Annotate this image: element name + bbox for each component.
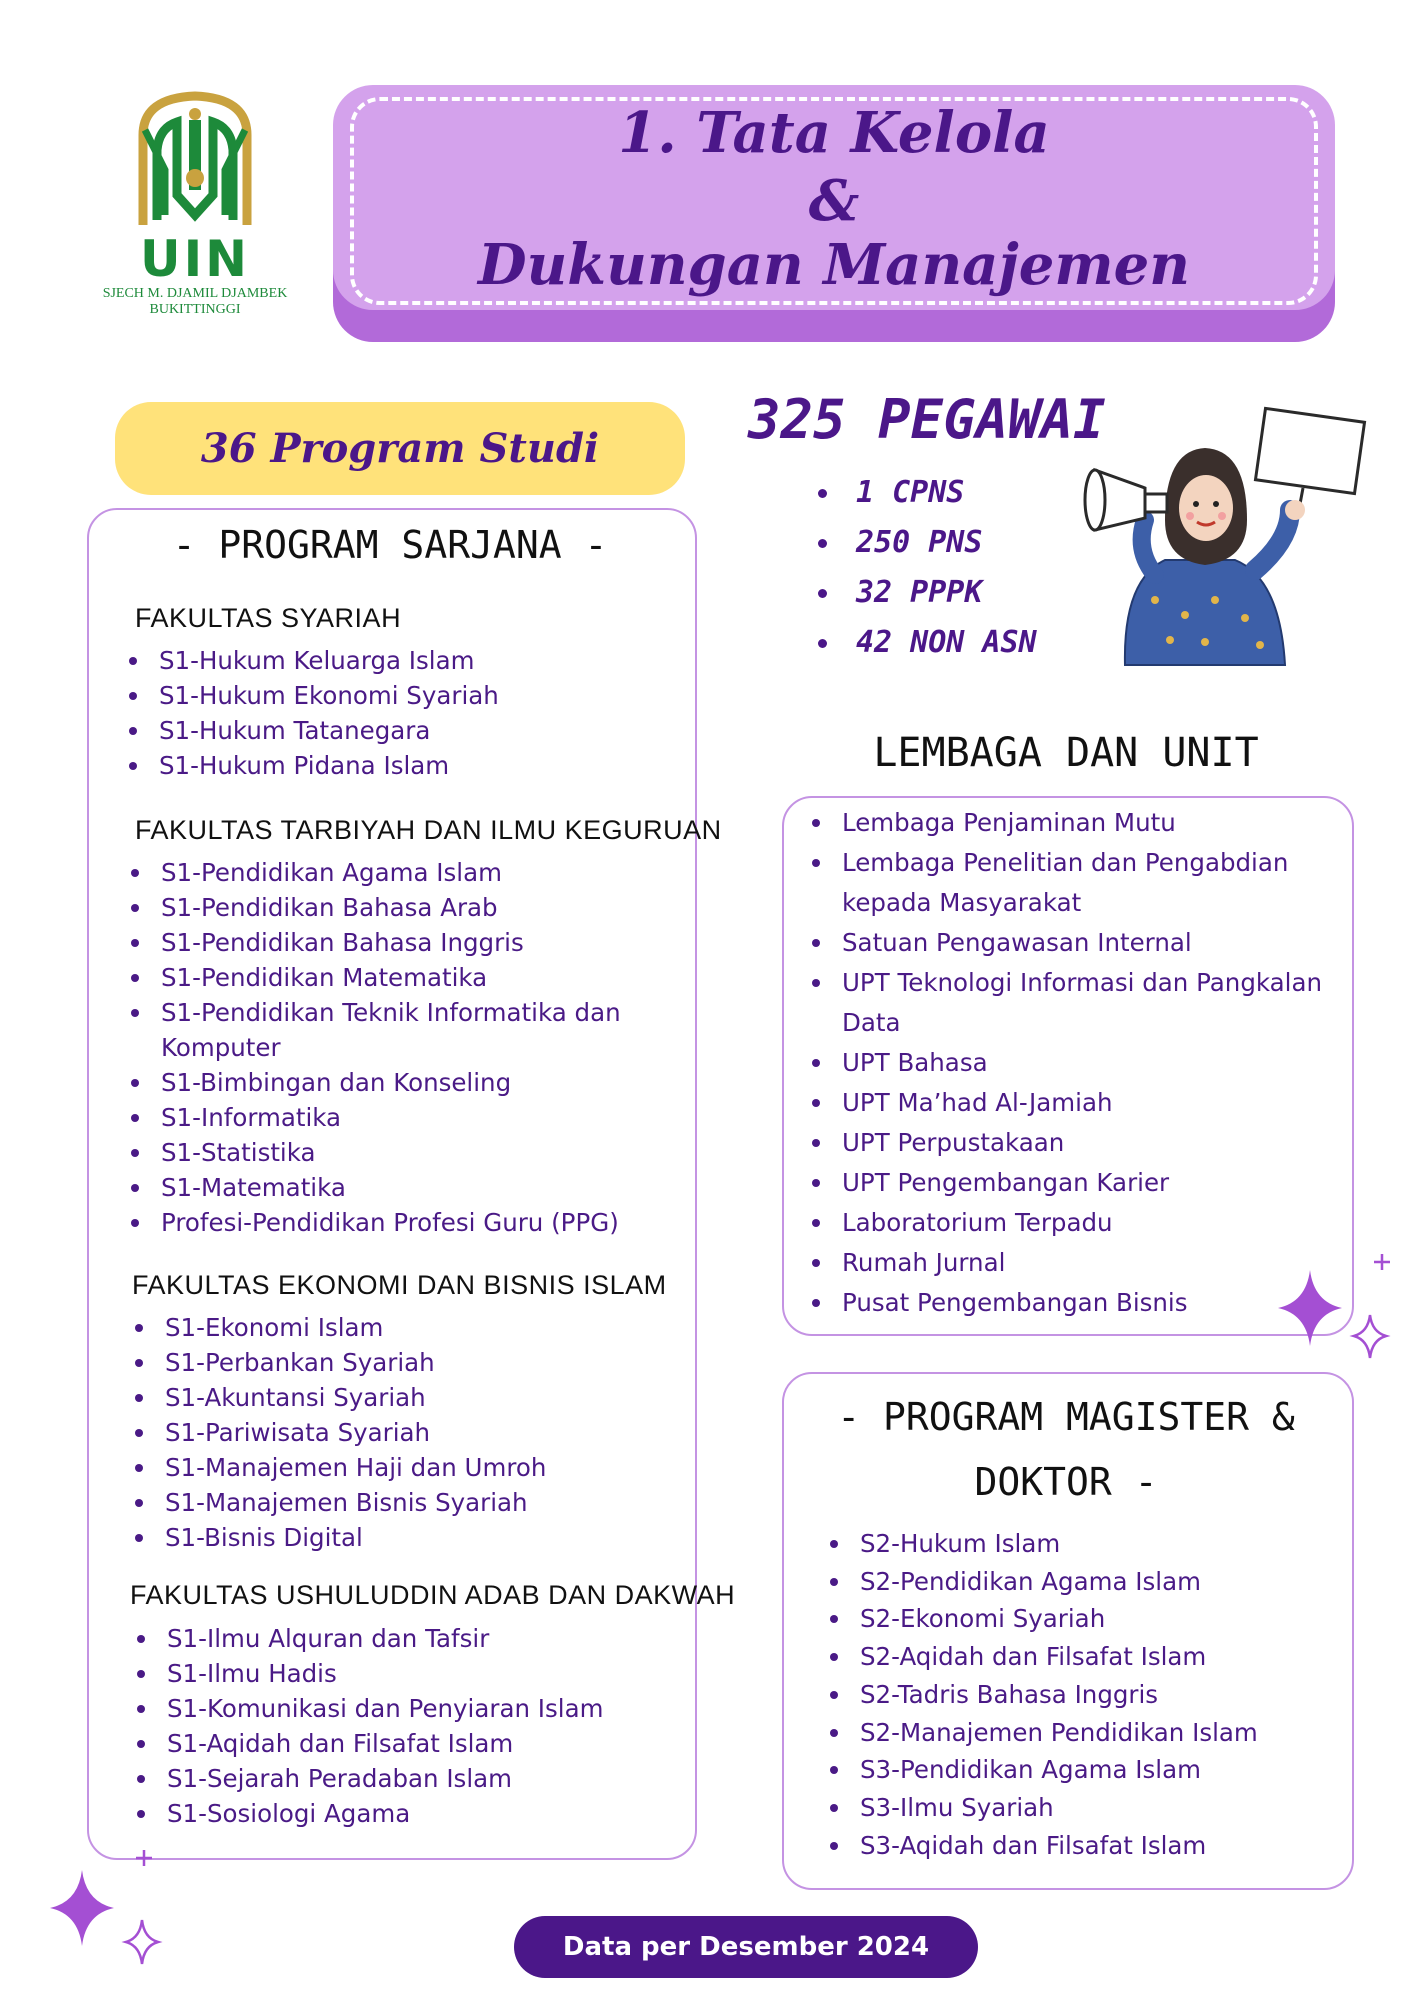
- title-line-1: 1. Tata Kelola: [618, 100, 1050, 166]
- faculty-tarbiyah-title: FAKULTAS TARBIYAH DAN ILMU KEGURUAN: [135, 815, 722, 845]
- logo-line1: SJECH M. DJAMIL DJAMBEK: [102, 286, 288, 301]
- list-item: S3-Aqidah dan Filsafat Islam: [826, 1827, 1326, 1865]
- list-item: Lembaga Penjaminan Mutu: [808, 803, 1328, 843]
- program-count-pill: 36 Program Studi: [115, 402, 685, 495]
- list-item: S3-Pendidikan Agama Islam: [826, 1751, 1326, 1789]
- list-item: S1-Manajemen Bisnis Syariah: [131, 1485, 671, 1520]
- faculty-febi-list: [131, 1310, 671, 1555]
- list-item: S1-Ekonomi Islam: [131, 1310, 671, 1345]
- list-item: S1-Komunikasi dan Penyiaran Islam: [133, 1691, 673, 1726]
- list-item: 32 PPPK: [810, 568, 1037, 618]
- woman-megaphone-illustration: [1075, 400, 1375, 670]
- list-item: Lembaga Penelitian dan Pengabdian kepada Masyarakat: [808, 843, 1328, 923]
- list-item: S1-Sejarah Peradaban Islam: [133, 1761, 673, 1796]
- list-item: S1-Bisnis Digital: [131, 1520, 671, 1555]
- list-item: UPT Pengembangan Karier: [808, 1163, 1328, 1203]
- list-item: S2-Pendidikan Agama Islam: [826, 1563, 1326, 1601]
- list-item: Pusat Pengembangan Bisnis: [808, 1283, 1328, 1323]
- list-item: Satuan Pengawasan Internal: [808, 923, 1328, 963]
- pegawai-title: 325 PEGAWAI: [748, 388, 1106, 451]
- uin-emblem-icon: [85, 90, 305, 230]
- list-item: S1-Pendidikan Bahasa Inggris: [127, 925, 647, 960]
- list-item: S3-Ilmu Syariah: [826, 1789, 1326, 1827]
- list-item: S2-Ekonomi Syariah: [826, 1600, 1326, 1638]
- list-item: S1-Hukum Keluarga Islam: [125, 643, 665, 678]
- sparkle-icon: [40, 1850, 170, 1990]
- sparkle-icon: [1270, 1250, 1400, 1380]
- faculty-tarbiyah-list: [127, 855, 647, 1240]
- list-item: S1-Statistika: [127, 1135, 647, 1170]
- university-logo: [85, 90, 305, 330]
- faculty-syariah-list: [125, 643, 665, 783]
- list-item: S1-Hukum Pidana Islam: [125, 748, 665, 783]
- sarjana-heading: - PROGRAM SARJANA -: [172, 523, 608, 567]
- faculty-syariah-title: FAKULTAS SYARIAH: [135, 603, 402, 633]
- title-line-2: &: [808, 168, 860, 234]
- list-item: S2-Manajemen Pendidikan Islam: [826, 1714, 1326, 1752]
- list-item: UPT Bahasa: [808, 1043, 1328, 1083]
- list-item: S1-Akuntansi Syariah: [131, 1380, 671, 1415]
- list-item: S1-Bimbingan dan Konseling: [127, 1065, 647, 1100]
- logo-line2: BUKITTINGGI: [149, 302, 241, 317]
- faculty-fuad-list: [133, 1621, 673, 1831]
- list-item: S1-Hukum Ekonomi Syariah: [125, 678, 665, 713]
- list-item: 1 CPNS: [810, 468, 1037, 518]
- list-item: S1-Perbankan Syariah: [131, 1345, 671, 1380]
- magister-heading-line2: DOKTOR -: [974, 1460, 1158, 1504]
- lembaga-title: LEMBAGA DAN UNIT: [873, 730, 1259, 776]
- list-item: UPT Perpustakaan: [808, 1123, 1328, 1163]
- list-item: UPT Ma’had Al-Jamiah: [808, 1083, 1328, 1123]
- list-item: Laboratorium Terpadu: [808, 1203, 1328, 1243]
- data-date-pill: Data per Desember 2024: [514, 1916, 978, 1978]
- faculty-febi-title: FAKULTAS EKONOMI DAN BISNIS ISLAM: [132, 1270, 667, 1300]
- lembaga-list: [808, 803, 1328, 1323]
- list-item: S1-Pendidikan Matematika: [127, 960, 647, 995]
- magister-heading-line1: - PROGRAM MAGISTER &: [837, 1395, 1295, 1439]
- list-item: S1-Aqidah dan Filsafat Islam: [133, 1726, 673, 1761]
- list-item: S1-Pariwisata Syariah: [131, 1415, 671, 1450]
- list-item: S1-Manajemen Haji dan Umroh: [131, 1450, 671, 1485]
- list-item: Rumah Jurnal: [808, 1243, 1328, 1283]
- list-item: S2-Aqidah dan Filsafat Islam: [826, 1638, 1326, 1676]
- list-item: S1-Pendidikan Bahasa Arab: [127, 890, 647, 925]
- logo-acronym: UIN: [139, 230, 251, 288]
- list-item: S2-Hukum Islam: [826, 1525, 1326, 1563]
- list-item: 42 NON ASN: [810, 618, 1037, 668]
- magister-list: [826, 1525, 1326, 1864]
- list-item: S1-Matematika: [127, 1170, 647, 1205]
- list-item: S1-Hukum Tatanegara: [125, 713, 665, 748]
- list-item: S1-Informatika: [127, 1100, 647, 1135]
- list-item: S1-Ilmu Hadis: [133, 1656, 673, 1691]
- list-item: S1-Pendidikan Agama Islam: [127, 855, 647, 890]
- list-item: 250 PNS: [810, 518, 1037, 568]
- faculty-fuad-title: FAKULTAS USHULUDDIN ADAB DAN DAKWAH: [130, 1580, 736, 1610]
- list-item: S2-Tadris Bahasa Inggris: [826, 1676, 1326, 1714]
- title-line-3: Dukungan Manajemen: [478, 232, 1190, 298]
- list-item: Profesi-Pendidikan Profesi Guru (PPG): [127, 1205, 647, 1240]
- pegawai-list: [810, 468, 1037, 668]
- list-item: S1-Pendidikan Teknik Informatika dan Komputer: [127, 995, 647, 1065]
- list-item: UPT Teknologi Informasi dan Pangkalan Data: [808, 963, 1328, 1043]
- list-item: S1-Ilmu Alquran dan Tafsir: [133, 1621, 673, 1656]
- list-item: S1-Sosiologi Agama: [133, 1796, 673, 1831]
